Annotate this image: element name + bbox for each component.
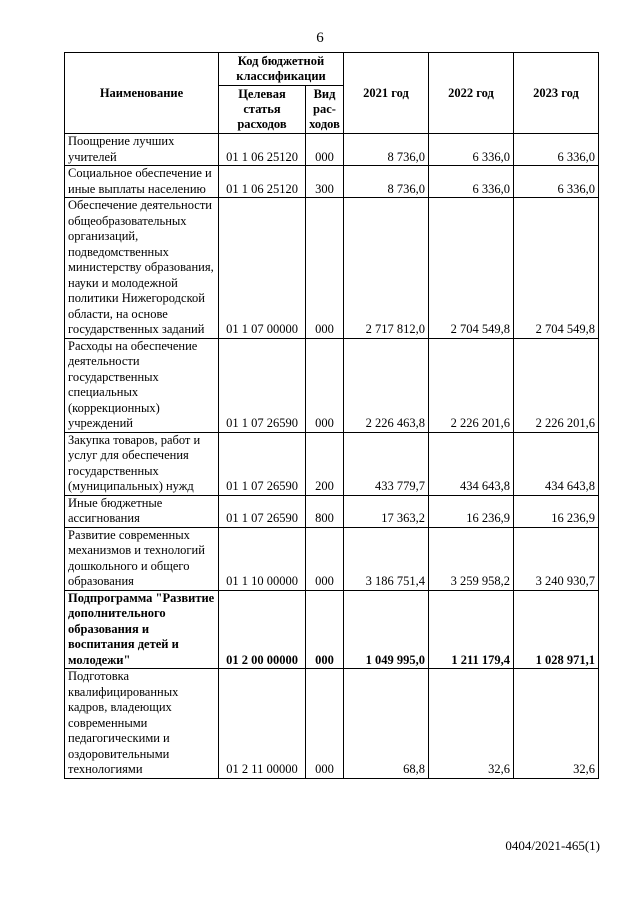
table-row xyxy=(65,338,599,432)
table-row xyxy=(65,669,599,779)
row-2023: 434 643,8 xyxy=(514,432,599,495)
row-2023: 16 236,9 xyxy=(514,495,599,527)
row-name: Закупка товаров, работ и услуг для обеспечения государственных (муниципальных) нужд xyxy=(65,432,219,495)
row-2021: 1 049 995,0 xyxy=(344,590,429,669)
row-2023: 1 028 971,1 xyxy=(514,590,599,669)
row-type: 000 xyxy=(306,134,344,166)
row-name: Социальное обеспечение и иные выплаты населению xyxy=(65,166,219,198)
row-code: 01 1 10 00000 xyxy=(219,527,306,590)
row-2021: 8 736,0 xyxy=(344,134,429,166)
row-2021: 17 363,2 xyxy=(344,495,429,527)
row-type: 000 xyxy=(306,527,344,590)
row-code: 01 1 06 25120 xyxy=(219,166,306,198)
row-type: 800 xyxy=(306,495,344,527)
header-target-article: Целевая статья расходов xyxy=(219,86,306,134)
budget-table xyxy=(64,52,599,779)
table-row xyxy=(65,166,599,198)
row-type: 000 xyxy=(306,198,344,339)
row-2022: 3 259 958,2 xyxy=(429,527,514,590)
row-type: 000 xyxy=(306,590,344,669)
row-2023: 6 336,0 xyxy=(514,134,599,166)
row-type: 000 xyxy=(306,338,344,432)
row-name: Развитие современных механизмов и технологий дошкольного и общего образования xyxy=(65,527,219,590)
row-code: 01 1 07 26590 xyxy=(219,338,306,432)
row-code: 01 1 07 26590 xyxy=(219,495,306,527)
table-row-subprogram xyxy=(65,590,599,669)
row-type: 200 xyxy=(306,432,344,495)
row-name: Подпрограмма "Развитие дополнительного образования и воспитания детей и молодежи" xyxy=(65,590,219,669)
row-code: 01 2 00 00000 xyxy=(219,590,306,669)
row-2023: 6 336,0 xyxy=(514,166,599,198)
row-2022: 434 643,8 xyxy=(429,432,514,495)
table-row xyxy=(65,495,599,527)
row-name: Поощрение лучших учителей xyxy=(65,134,219,166)
row-2021: 68,8 xyxy=(344,669,429,779)
row-code: 01 1 07 00000 xyxy=(219,198,306,339)
row-2021: 2 226 463,8 xyxy=(344,338,429,432)
row-2022: 6 336,0 xyxy=(429,134,514,166)
row-2022: 32,6 xyxy=(429,669,514,779)
document-code: 0404/2021-465(1) xyxy=(505,838,600,853)
row-code: 01 1 06 25120 xyxy=(219,134,306,166)
page-number: 6 xyxy=(316,30,324,46)
header-expense-type: Вид рас-ходов xyxy=(306,86,344,134)
row-name: Иные бюджетные ассигнования xyxy=(65,495,219,527)
row-2021: 2 717 812,0 xyxy=(344,198,429,339)
row-name: Подготовка квалифицированных кадров, владеющих современными педагогическими и оздоровительными технологиями xyxy=(65,669,219,779)
row-2023: 3 240 930,7 xyxy=(514,527,599,590)
row-2021: 433 779,7 xyxy=(344,432,429,495)
row-2023: 2 226 201,6 xyxy=(514,338,599,432)
row-name: Расходы на обеспечение деятельности государственных специальных (коррекционных) учреждений xyxy=(65,338,219,432)
header-name: Наименование xyxy=(65,53,219,134)
table-row xyxy=(65,432,599,495)
header-year-2022: 2022 год xyxy=(429,53,514,134)
table-row xyxy=(65,198,599,339)
row-2022: 16 236,9 xyxy=(429,495,514,527)
row-2023: 32,6 xyxy=(514,669,599,779)
row-2021: 8 736,0 xyxy=(344,166,429,198)
row-code: 01 2 11 00000 xyxy=(219,669,306,779)
row-2022: 6 336,0 xyxy=(429,166,514,198)
table-row xyxy=(65,527,599,590)
row-2022: 1 211 179,4 xyxy=(429,590,514,669)
row-code: 01 1 07 26590 xyxy=(219,432,306,495)
header-year-2021: 2021 год xyxy=(344,53,429,134)
header-classification: Код бюджетной классификации xyxy=(219,53,344,86)
row-name: Обеспечение деятельности общеобразовательных организаций, подведомственных министерству образования, науки и молодежной политики Нижегородской области, на основе государственных заданий xyxy=(65,198,219,339)
table-row xyxy=(65,134,599,166)
row-type: 300 xyxy=(306,166,344,198)
row-type: 000 xyxy=(306,669,344,779)
row-2022: 2 226 201,6 xyxy=(429,338,514,432)
row-2023: 2 704 549,8 xyxy=(514,198,599,339)
row-2022: 2 704 549,8 xyxy=(429,198,514,339)
row-2021: 3 186 751,4 xyxy=(344,527,429,590)
header-year-2023: 2023 год xyxy=(514,53,599,134)
